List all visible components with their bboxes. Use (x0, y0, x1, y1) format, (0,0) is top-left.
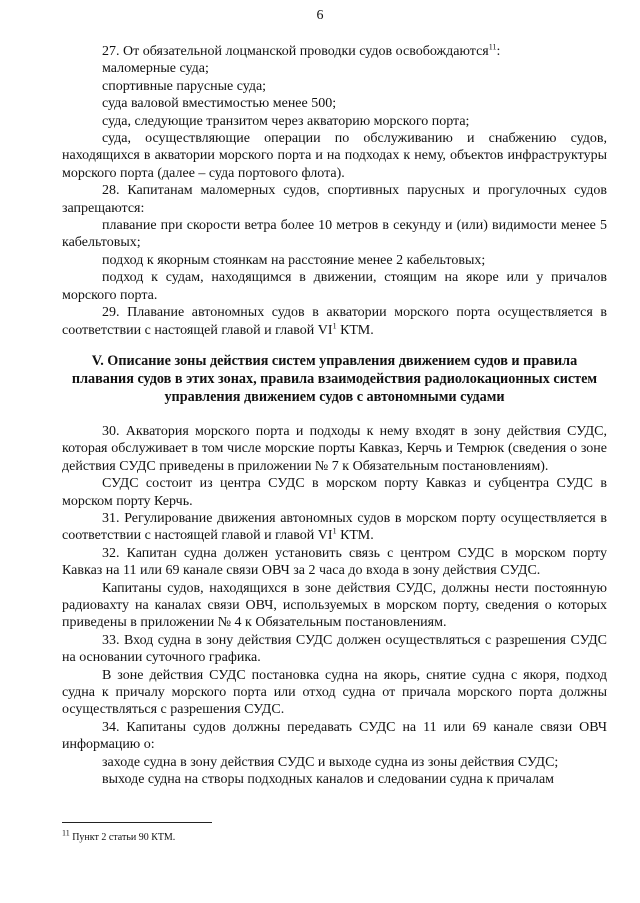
paragraph-28: 28. Капитанам маломерных судов, спортивных парусных и прогулочных судов запрещаются: (62, 183, 607, 216)
list-item: подход к якорным стоянкам на расстояние менее 2 кабельтовых; (102, 252, 486, 268)
paragraph: Капитаны судов, находящихся в зоне действия СУДС, должны нести постоянную радиовахту на каналах связи ОВЧ, используемых в морском порту, сведения о которых приведены в приложении № 4 к Обязательным постановлениям. (62, 580, 607, 631)
paragraph-32: 32. Капитан судна должен установить связь с центром СУДС в морском порту Кавказ на 11 или 69 канале связи ОВЧ за 2 часа до входа в зону действия СУДС. (62, 545, 607, 579)
paragraph-34: 34. Капитаны судов должны передавать СУДС на 11 или 69 канале связи ОВЧ информацию о: (62, 719, 607, 753)
document-body (62, 43, 607, 788)
footnote-divider (62, 822, 212, 823)
list-item: выходе судна на створы подходных каналов и следовании судна к причалам (102, 772, 555, 788)
paragraph: В зоне действия СУДС постановка судна на якорь, снятие судна с якоря, подход судна к причалу морского порта или отход судна от причала морского порта должны осуществляться с разрешения СУДС. (62, 667, 607, 718)
list-item: маломерные суда; (102, 61, 209, 77)
paragraph-33: 33. Вход судна в зону действия СУДС должен осуществляться с разрешения СУДС на основании суточного графика. (62, 632, 607, 666)
paragraph-27: 27. От обязательной лоцманской проводки судов освобождаются$^{11}$: (102, 42, 501, 59)
footnote-ref: 11 (488, 42, 497, 52)
list-item: подход к судам, находящимся в движении, стоящим на якоре или у причалов морского порта. (62, 270, 607, 303)
paragraph: СУДС состоит из центра СУДС в морском порту Кавказ и субцентра СУДС в морском порту Керчь. (62, 476, 607, 509)
superscript: 1 (332, 320, 337, 330)
list-item: спортивные парусные суда; (102, 78, 267, 94)
superscript: 1 (332, 526, 337, 536)
paragraph-29: 29. Плавание автономных судов в акватории морского порта осуществляется в соответствии с настоящей главой и главой $VI^1$ КТМ. (62, 305, 607, 338)
page-number: 6 (316, 8, 324, 23)
list-item: суда, осуществляющие операции по обслуживанию и снабжению судов, находящихся в акватории морского порта и на подходах к нему, объектов инфраструктуры морского порта (далее – суда портового флота). (62, 131, 607, 181)
paragraph-31: 31. Регулирование движения автономных судов в морском порту осуществляется в соответствии с настоящей главой и главой $VI^1$ КТМ. (62, 510, 607, 544)
list-item: заходе судна в зону действия СУДС и выходе судна из зоны действия СУДС; (102, 754, 559, 770)
list-item: суда, следующие транзитом через акваторию морского порта; (102, 113, 470, 129)
paragraph-30: 30. Акватория морского порта и подходы к нему входят в зону действия СУДС, которая обслуживает в том числе морские порты Кавказ, Керчь и Темрюк (сведения о зоне действия СУДС приведены в приложении № 7 к Обязательным постановлениям). (62, 423, 607, 474)
list-item: суда валовой вместимостью менее 500; (102, 96, 337, 112)
section-heading: V. Описание зоны действия систем управления движением судов и правила плавания судов в этих зонах, правила взаимодействия радиолокационных систем управления движением судов с автономными судами (71, 352, 598, 405)
footnote: $^{11}$ Пункт 2 статьи 90 КТМ. (62, 828, 176, 843)
list-item: плавание при скорости ветра более 10 метров в секунду и (или) видимости менее 5 кабельтовых; (62, 218, 607, 251)
